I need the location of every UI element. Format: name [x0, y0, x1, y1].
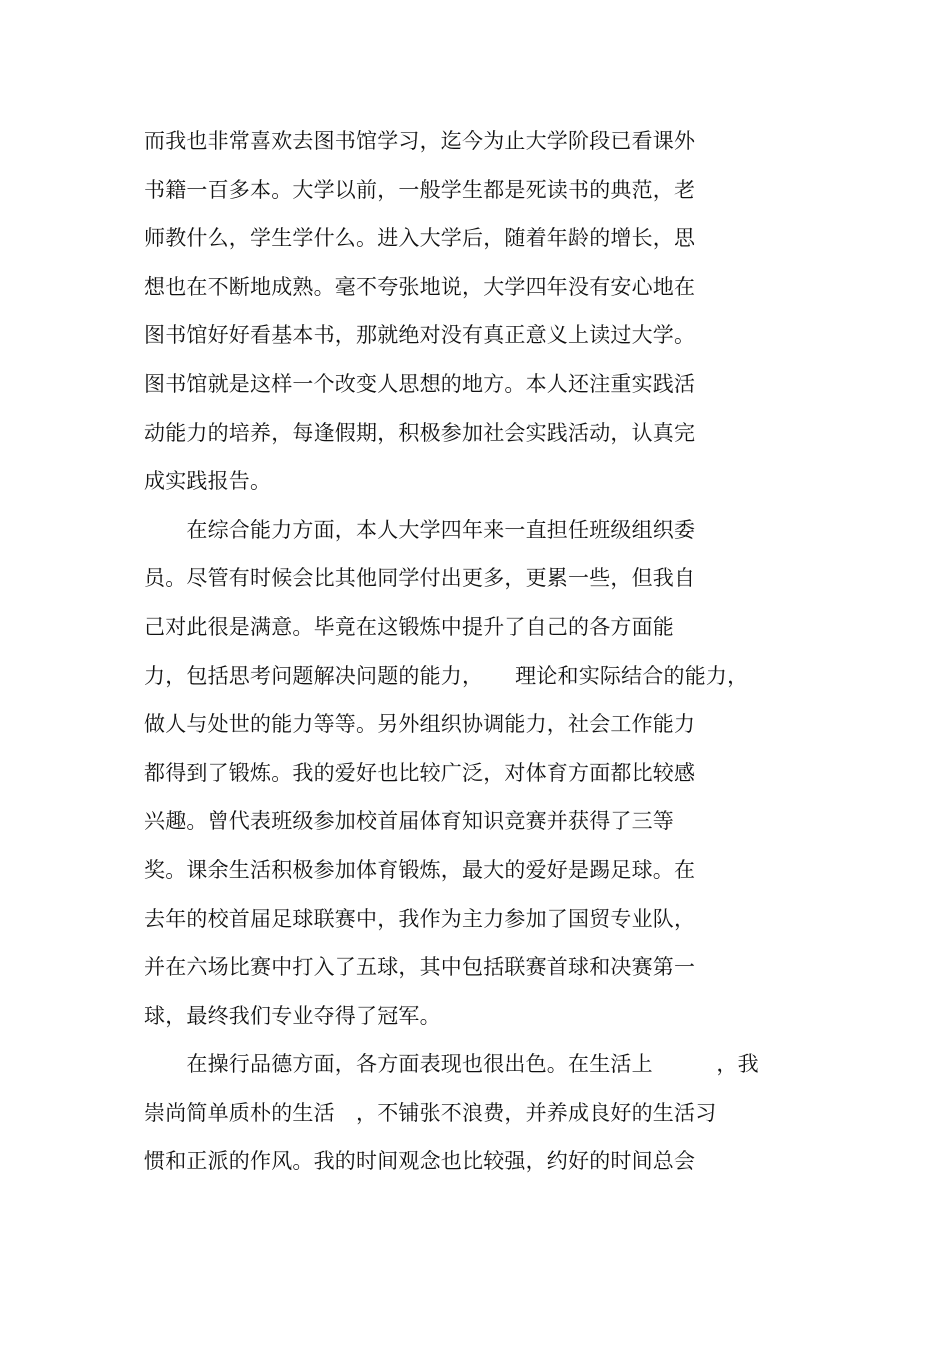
- text-line: 师教什么，学生学什么。进入大学后，随着年龄的增长，思: [144, 226, 696, 251]
- text-line: 书籍一百多本。大学以前，一般学生都是死读书的典范，老: [144, 177, 696, 202]
- text-line: 并在六场比赛中打入了五球，其中包括联赛首球和决赛第一: [144, 955, 696, 980]
- text-line: 做人与处世的能力等等。另外组织协调能力，社会工作能力: [144, 712, 696, 737]
- text-line: 力，包括思考问题解决问题的能力， 理论和实际结合的能力，: [144, 663, 749, 688]
- text-line: 员。尽管有时候会比其他同学付出更多，更累一些，但我自: [144, 566, 696, 591]
- text-line: 惯和正派的作风。我的时间观念也比较强，约好的时间总会: [144, 1149, 696, 1174]
- text-line: 己对此很是满意。毕竟在这锻炼中提升了自己的各方面能: [144, 614, 674, 639]
- text-line: 在操行品德方面，各方面表现也很出色。在生活上 ，我: [144, 1052, 759, 1077]
- text-line: 而我也非常喜欢去图书馆学习，迄今为止大学阶段已看课外: [144, 129, 696, 153]
- text-line: 兴趣。曾代表班级参加校首届体育知识竞赛并获得了三等: [144, 809, 674, 834]
- text-line: 图书馆就是这样一个改变人思想的地方。本人还注重实践活: [144, 371, 696, 396]
- text-line: 球，最终我们专业夺得了冠军。: [144, 1003, 441, 1028]
- text-line: 奖。课余生活积极参加体育锻炼，最大的爱好是踢足球。在: [144, 857, 696, 882]
- text-line: 图书馆好好看基本书，那就绝对没有真正意义上读过大学。: [144, 323, 696, 348]
- text-line: 成实践报告。: [144, 469, 272, 494]
- text-line: 去年的校首届足球联赛中，我作为主力参加了国贸专业队，: [144, 906, 696, 931]
- text-line: 崇尚简单质朴的生活 ，不铺张不浪费，并养成良好的生活习: [144, 1100, 717, 1125]
- body-text: [144, 122, 844, 1191]
- text-line: 都得到了锻炼。我的爱好也比较广泛，对体育方面都比较感: [144, 760, 696, 785]
- text-line: 想也在不断地成熟。毫不夸张地说，大学四年没有安心地在: [144, 274, 696, 299]
- text-line: 动能力的培养，每逢假期，积极参加社会实践活动，认真完: [144, 420, 696, 445]
- text-line: 在综合能力方面，本人大学四年来一直担任班级组织委: [144, 517, 696, 542]
